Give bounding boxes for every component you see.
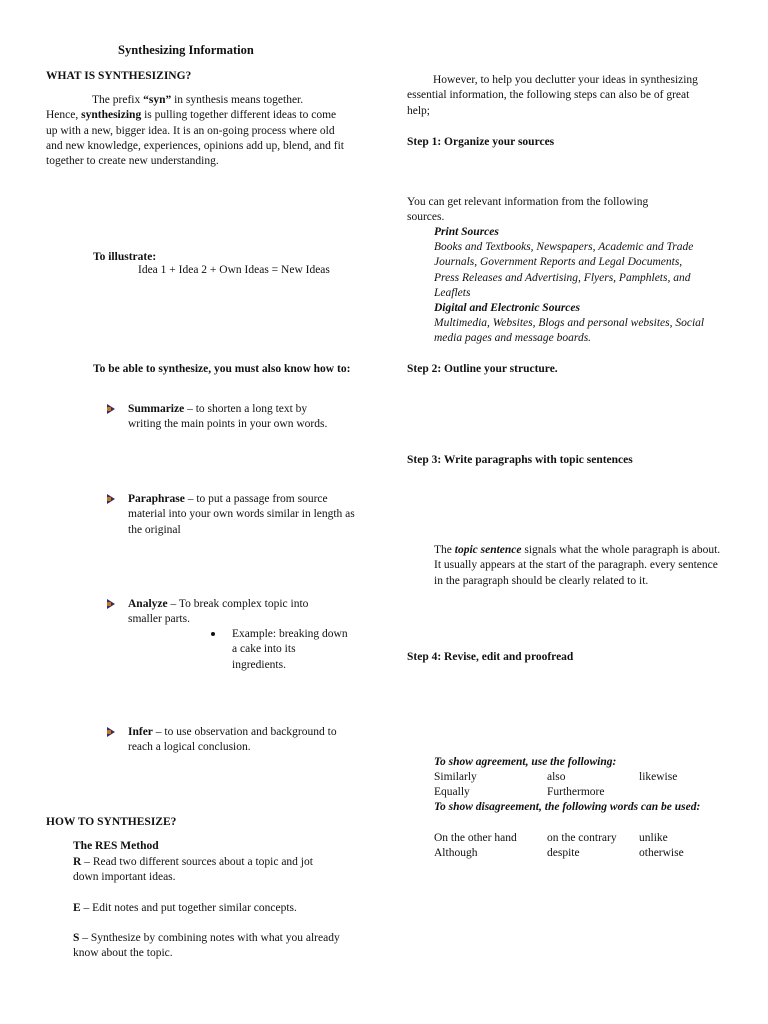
analyze-example: Example: breaking down a cake into its ingredients. xyxy=(232,628,348,671)
skill-paraphrase: Paraphrase – to put a passage from source material into your own words similar in length as the original xyxy=(128,493,355,536)
dot-bullet-icon xyxy=(211,632,215,636)
step-3-heading: Step 3: Write paragraphs with topic sentences xyxy=(407,454,633,466)
arrow-bullet-icon xyxy=(107,599,115,609)
page-title: Synthesizing Information xyxy=(118,43,254,57)
illustrate-label: To illustrate: xyxy=(93,251,157,263)
table-cell: also xyxy=(547,771,566,783)
res-step-s: S – Synthesize by combining notes with what you already know about the topic. xyxy=(73,932,340,960)
res-step-e: E – Edit notes and put together similar concepts. xyxy=(73,902,297,914)
illustrate-formula: Idea 1 + Idea 2 + Own Ideas = New Ideas xyxy=(138,264,330,276)
table-cell: otherwise xyxy=(639,847,684,859)
table-cell: likewise xyxy=(639,771,678,783)
how-heading: HOW TO SYNTHESIZE? xyxy=(46,816,177,828)
print-sources-label: Print Sources xyxy=(434,226,499,238)
must-know-heading: To be able to synthesize, you must also know how to: xyxy=(93,363,351,375)
arrow-bullet-icon xyxy=(107,727,115,737)
table-cell: on the contrary xyxy=(547,832,617,844)
table-cell: Although xyxy=(434,847,478,859)
table-cell: On the other hand xyxy=(434,832,517,844)
res-method-title: The RES Method xyxy=(73,840,159,852)
skill-summarize: Summarize – to shorten a long text by writing the main points in your own words. xyxy=(128,403,328,431)
intro-paragraph: The prefix “syn” in synthesis means together. Hence, synthesizing is pulling together different ideas to come up with a new, bigger idea. It is an on-going process where old and new knowledge, experiences, opinions add up, blend, and fit together to create new understanding. xyxy=(46,94,344,168)
table-cell: unlike xyxy=(639,832,668,844)
step-2-heading: Step 2: Outline your structure. xyxy=(407,363,558,375)
arrow-bullet-icon xyxy=(107,494,115,504)
res-step-r: R – Read two different sources about a topic and jot down important ideas. xyxy=(73,856,313,884)
digital-sources-list: Multimedia, Websites, Blogs and personal websites, Social media pages and message boards. xyxy=(434,317,705,345)
print-sources-list: Books and Textbooks, Newspapers, Academic and Trade Journals, Government Reports and Legal Documents, Press Releases and Advertising, Flyers, Pamphlets, and Leaflets xyxy=(434,241,694,299)
table-cell: despite xyxy=(547,847,580,859)
table-cell: Equally xyxy=(434,786,470,798)
skill-analyze: Analyze – To break complex topic into smaller parts. xyxy=(128,598,309,626)
digital-sources-label: Digital and Electronic Sources xyxy=(434,302,580,314)
arrow-bullet-icon xyxy=(107,404,115,414)
table-cell: Furthermore xyxy=(547,786,605,798)
disagreement-table xyxy=(434,831,724,861)
agreement-table xyxy=(434,770,724,800)
disagreement-heading: To show disagreement, the following words can be used: xyxy=(434,801,701,813)
step-1-heading: Step 1: Organize your sources xyxy=(407,136,555,148)
steps-intro: However, to help you declutter your ideas in synthesizing essential information, the following steps can also be of great help; xyxy=(407,74,698,117)
table-cell: Similarly xyxy=(434,771,477,783)
step-4-heading: Step 4: Revise, edit and proofread xyxy=(407,651,574,663)
skill-infer: Infer – to use observation and background to reach a logical conclusion. xyxy=(128,726,337,754)
sources-intro: You can get relevant information from the following sources. xyxy=(407,196,649,224)
topic-sentence-paragraph: The topic sentence signals what the whole paragraph is about. It usually appears at the start of the paragraph. every sentence in the paragraph should be clearly related to it. xyxy=(434,544,721,587)
what-is-heading: WHAT IS SYNTHESIZING? xyxy=(46,70,192,82)
agreement-heading: To show agreement, use the following: xyxy=(434,756,617,768)
